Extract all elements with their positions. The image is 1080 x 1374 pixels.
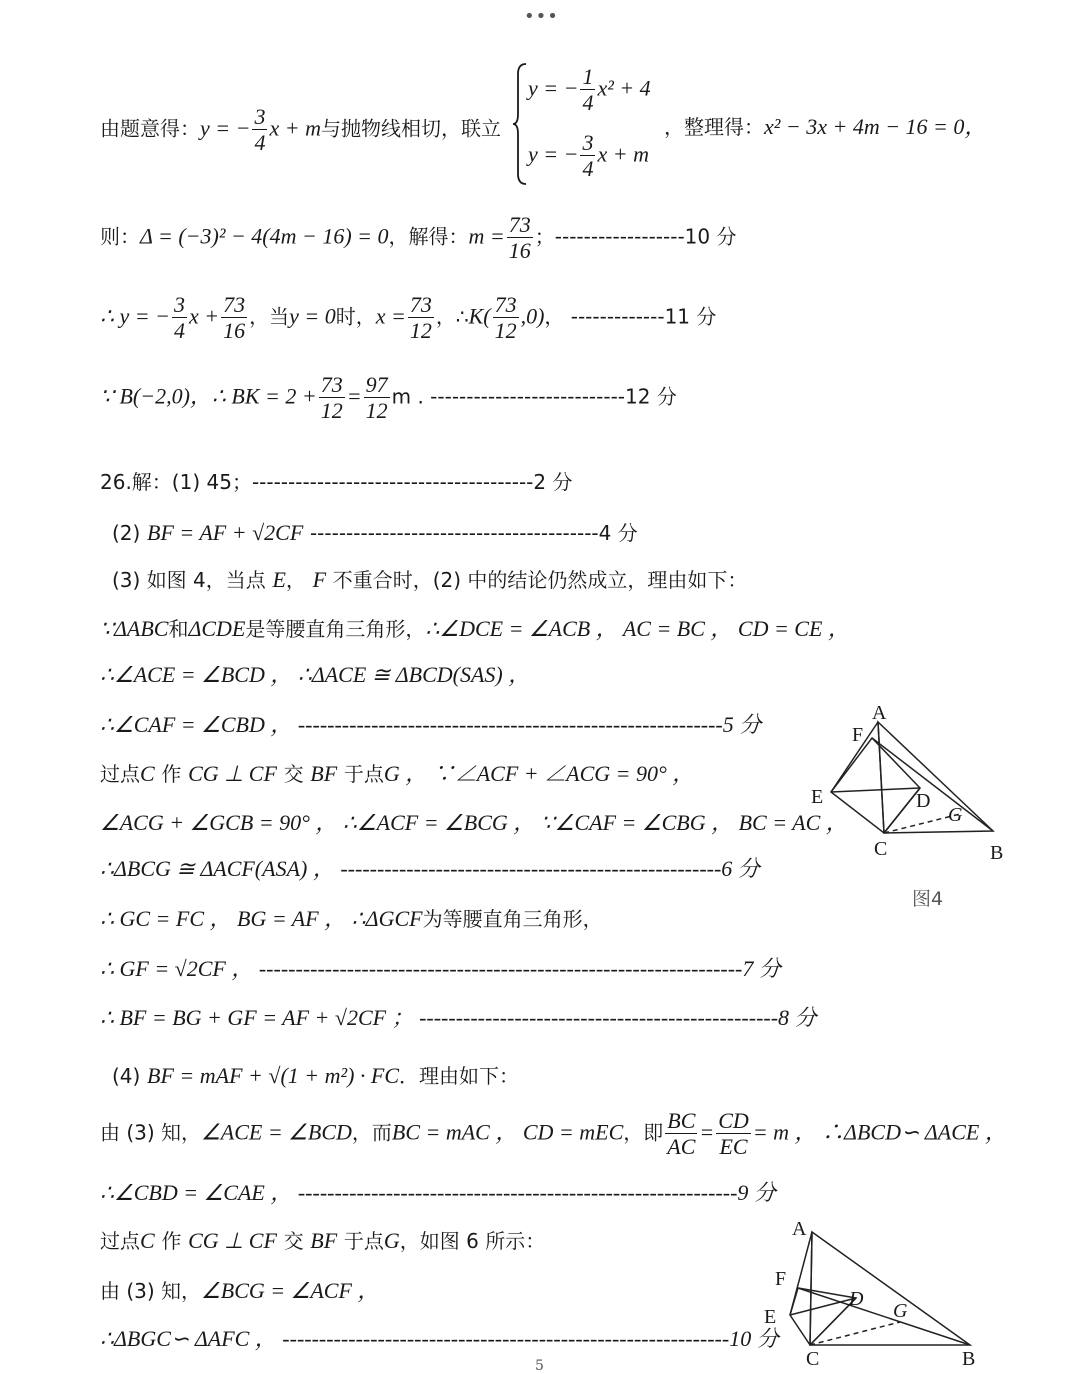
fraction [493, 292, 519, 344]
math: ,0) [520, 303, 545, 329]
fig4-caption: 图4 [912, 888, 944, 910]
denominator: 4 [173, 318, 185, 344]
line-4 [100, 372, 677, 424]
math: Δ = (−3)² − 4(4m − 16) = 0 [140, 223, 389, 249]
math: ∠ACE = ∠BCD [201, 1119, 352, 1145]
fraction [580, 130, 595, 182]
numerator: CD [718, 1108, 749, 1133]
fraction [221, 292, 247, 344]
math: = [346, 383, 362, 409]
text: 交 [283, 1229, 304, 1253]
line-19: ∴∠CBD = ∠CAE ， ------------------------------------------------------------9 分 [100, 1180, 776, 1205]
text: (2) [112, 521, 141, 545]
fig6-label-c: C [806, 1348, 820, 1370]
line-11 [100, 761, 694, 787]
line-21 [100, 1278, 379, 1304]
numerator: 3 [582, 130, 594, 155]
text: 不重合时，(2) 中的结论仍然成立，理由如下： [332, 568, 748, 592]
math: C [140, 761, 155, 786]
fig6-label-b: B [962, 1348, 976, 1370]
math: K( [468, 303, 491, 329]
line-14 [100, 906, 603, 932]
text: ．理由如下： [399, 1064, 520, 1088]
math: ∴∠DCE = ∠ACB ， AC = BC ， CD = CE ， [425, 616, 850, 641]
denominator: 16 [223, 318, 246, 344]
math: y = − [528, 75, 579, 101]
numerator: 3 [254, 104, 266, 129]
text: 由题意得： [100, 116, 200, 141]
fig6-label-d: D [849, 1288, 864, 1310]
numerator: 3 [173, 292, 185, 317]
math: BF [310, 761, 338, 786]
score: ----------------------------------------4 分 [309, 521, 638, 545]
text: ，整理得： [664, 115, 764, 139]
math: C [140, 1228, 155, 1253]
math: ∴ y = − [100, 303, 170, 329]
line-9: ∴∠ACE = ∠BCD ， ∴ΔACE ≅ ΔBCD(SAS) ， [100, 662, 531, 687]
fraction [172, 292, 187, 344]
text: ，当 [249, 304, 290, 329]
page-number: 5 [535, 1358, 544, 1374]
line-22: ∴ΔBGC∽ ΔAFC ， -------------------------------------------------------------10 分 [100, 1326, 779, 1351]
math: F [312, 567, 327, 592]
math: ΔABC [114, 616, 169, 641]
math: BF = AF + √2CF [147, 520, 304, 545]
fig4-label-b: B [990, 842, 1004, 864]
math: x = [375, 303, 406, 329]
text: 作 [161, 1229, 182, 1253]
numerator: 73 [508, 212, 531, 237]
line-10: ∴∠CAF = ∠CBD ， ----------------------------------------------------------5 分 [100, 712, 762, 737]
text: 和 [168, 617, 189, 641]
fig6-label-f: F [775, 1268, 787, 1290]
numerator: 1 [582, 64, 594, 89]
math: E [272, 567, 286, 592]
math: CG ⊥ CF [188, 761, 277, 786]
math: BF [310, 1228, 338, 1253]
text: ，即 [623, 1120, 664, 1145]
fig4-label-d: D [916, 790, 931, 812]
math: y = 0 [289, 303, 336, 329]
math: ∵ B(−2,0)，∴ BK = 2 + [100, 383, 317, 409]
denominator: 12 [365, 398, 388, 424]
numerator: 73 [494, 292, 517, 317]
numerator: 73 [409, 292, 432, 317]
math: x² + 4 [597, 75, 651, 101]
menu-dots-icon[interactable]: ••• [524, 6, 559, 27]
fraction [408, 292, 434, 344]
fraction [665, 1108, 697, 1160]
line-15: ∴ GF = √2CF ， ------------------------------------------------------------------7 分 [100, 956, 781, 981]
fig6-label-a: A [792, 1218, 807, 1240]
text: ，如图 6 所示： [399, 1229, 546, 1253]
text: 由 (3) 知， [100, 1279, 202, 1303]
fig4-label-a: A [872, 702, 887, 724]
fraction [716, 1108, 751, 1160]
fig4-label-f: F [852, 724, 864, 746]
text: 于点 [343, 1229, 384, 1253]
line-1-tail [664, 114, 986, 140]
fig6-label-g: G [893, 1300, 908, 1322]
line-2 [100, 212, 736, 264]
text: 由 (3) 知， [100, 1120, 202, 1145]
line-5: 26.解：(1) 45；---------------------------------------2 分 [100, 470, 573, 494]
line-13: ∴ΔBCG ≅ ΔACF(ASA) ， ----------------------------------------------------6 分 [100, 856, 760, 881]
score: m . ---------------------------12 分 [391, 384, 677, 409]
score: ；------------------10 分 [534, 224, 737, 249]
text: 过点 [100, 1229, 140, 1253]
text: (3) 如图 4，当点 [112, 568, 266, 592]
line-17 [112, 1063, 519, 1089]
text: 于点 [343, 762, 384, 786]
line-12: ∠ACG + ∠GCB = 90° ， ∴∠ACF = ∠BCG ， ∵∠CAF = ∠CBG ， BC = AC ， [100, 810, 848, 835]
denominator: 12 [409, 318, 432, 344]
math: ΔCDE [188, 616, 246, 641]
text: 是等腰直角三角形， [245, 617, 426, 641]
denominator: 12 [494, 318, 517, 344]
line-8 [100, 616, 850, 642]
fig4-label-g: G [948, 804, 963, 826]
math: x + m [597, 141, 649, 167]
fig4-label-e: E [811, 786, 824, 808]
math: = [699, 1119, 715, 1145]
math: G [383, 1228, 400, 1253]
denominator: AC [667, 1134, 696, 1160]
numerator: 97 [365, 372, 388, 397]
math: m = [468, 223, 505, 249]
math: CG ⊥ CF [188, 1228, 277, 1253]
text: 则： [100, 224, 140, 249]
fraction [507, 212, 533, 264]
line-1 [100, 104, 501, 156]
denominator: 4 [254, 130, 266, 156]
denominator: 16 [508, 238, 531, 264]
fig4-label-c: C [874, 838, 888, 860]
fig6-label-e: E [764, 1306, 777, 1328]
line-20 [100, 1228, 545, 1254]
line-16: ∴ BF = BG + GF = AF + √2CF ； -------------------------------------------------8 分 [100, 1005, 817, 1030]
system-row-1 [528, 64, 651, 116]
text: 过点 [100, 762, 140, 786]
numerator: BC [667, 1108, 696, 1133]
fraction [319, 372, 345, 424]
fraction [580, 64, 595, 116]
system-row-2 [528, 130, 649, 182]
math: ∵ [100, 616, 114, 641]
text: 交 [283, 762, 304, 786]
math: G ， ∵∠ACF + ∠ACG = 90° ， [383, 761, 695, 786]
math: BC = mAC ， CD = mEC [391, 1119, 624, 1145]
denominator: 4 [582, 90, 594, 116]
math: y = − [200, 115, 251, 141]
text: 为等腰直角三角形， [422, 907, 603, 931]
text: 作 [161, 762, 182, 786]
math: BF = mAF + √(1 + m²) · FC [147, 1063, 400, 1088]
text: ，而 [351, 1120, 392, 1145]
math: ∠BCG = ∠ACF ， [201, 1278, 380, 1303]
line-18 [100, 1108, 1007, 1160]
text: 与抛物线相切，联立 [320, 116, 501, 141]
denominator: 4 [582, 156, 594, 182]
math: x + m [269, 115, 321, 141]
denominator: 12 [320, 398, 343, 424]
math: ∴ GC = FC ， BG = AF ， ∴ΔGCF [100, 906, 423, 931]
numerator: 73 [320, 372, 343, 397]
denominator: EC [719, 1134, 748, 1160]
fraction [252, 104, 267, 156]
score: ， -------------11 分 [544, 304, 717, 329]
text: ，∴ [435, 304, 469, 329]
text: ，解得： [388, 224, 469, 249]
numerator: 73 [223, 292, 246, 317]
text: (4) [112, 1064, 141, 1088]
math: x + [188, 303, 220, 329]
figure-4-diagram [800, 700, 1020, 860]
left-brace-icon [512, 62, 528, 186]
fraction [364, 372, 390, 424]
text: 时， [335, 304, 376, 329]
line-6 [112, 520, 638, 546]
math: y = − [528, 141, 579, 167]
line-7 [112, 567, 747, 593]
math: x² − 3x + 4m − 16 = 0， [764, 114, 987, 139]
line-3 [100, 292, 716, 344]
text: ， [285, 568, 306, 592]
math: = m ， ∴ΔBCD∽ ΔACE ， [752, 1119, 1007, 1145]
